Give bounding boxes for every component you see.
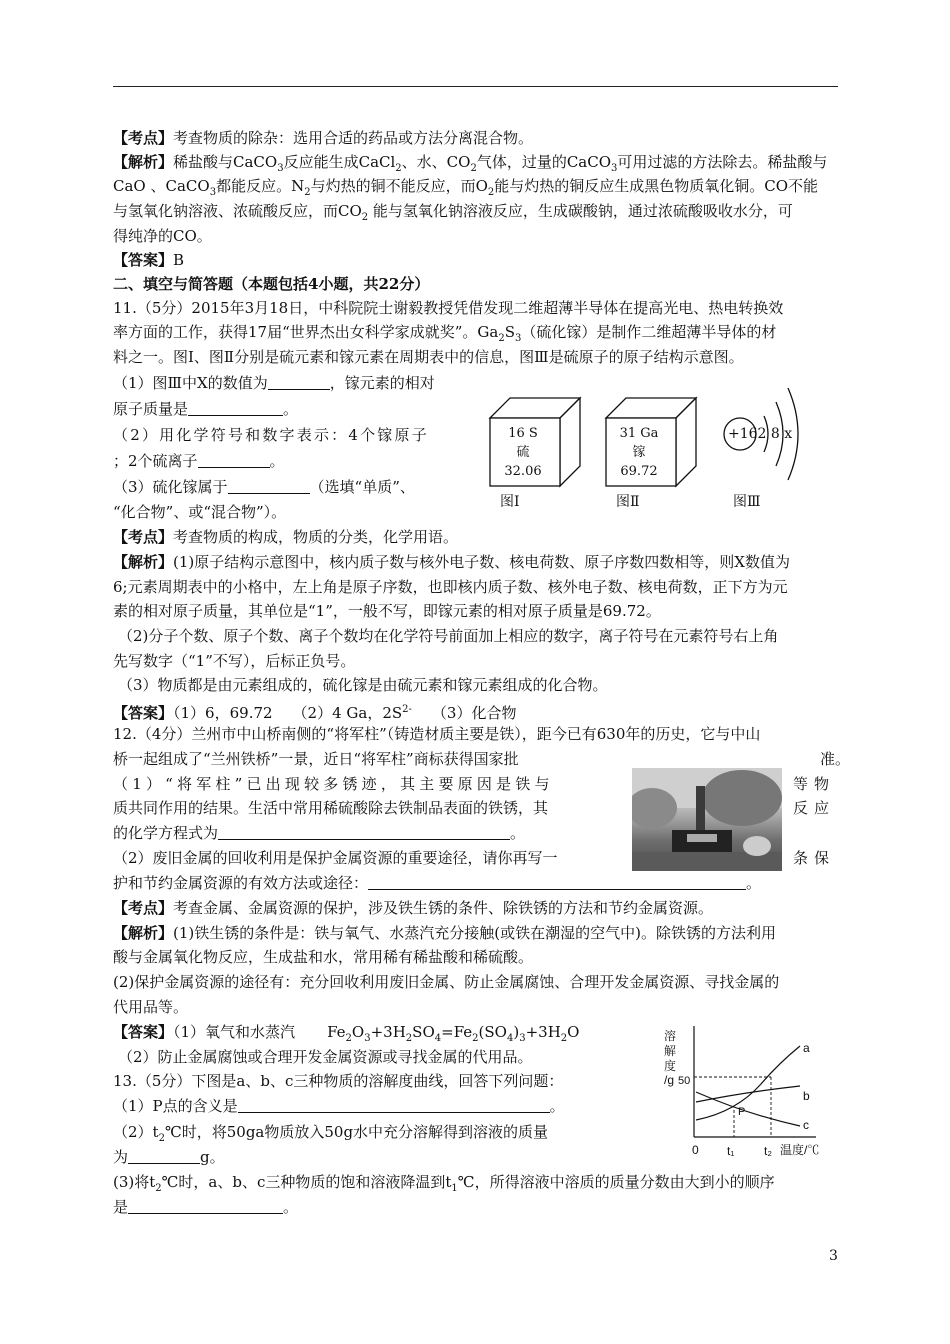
q13-part2-cont: 为 g。 (113, 1148, 225, 1166)
daan-2: 【答案】（1）6，69.72 （2）4 Ga，$2S^{2-}$ （3）化合物 (113, 704, 517, 722)
curve-c-label: c (803, 1118, 809, 1132)
q12-line6-end: 条保 (793, 849, 836, 867)
q11-part1: （1）图Ⅲ中X的数值为 ，镓元素的相对 (113, 374, 435, 392)
q13-part1: （1）P点的含义是 。 (113, 1097, 565, 1115)
q11-part2-cont: ；2个硫离子 。 (113, 452, 285, 470)
figure-2-text (608, 424, 670, 481)
jiexi-3-line1: 【解析】(1)铁生锈的条件是：铁与氧气、水蒸汽充分接触(或铁在潮湿的空气中)。除铁锈的方法利用 (113, 924, 776, 942)
kaodian-3: 【考点】考查金属、金属资源的保护，涉及铁生锈的条件、除铁锈的方法和节约金属资源。 (113, 899, 714, 917)
daan-1: 【答案】B (113, 251, 185, 269)
daan-3: 【答案】（1）氧气和水蒸汽 $Fe_2O_3+3H_2SO_4=Fe_2(SO_4)_3+3H_2O$ (113, 1023, 580, 1044)
q13-line1: 13.（5分）下图是a、b、c三种物质的溶解度曲线，回答下列问题： (113, 1072, 564, 1090)
solubility-curve-graph (656, 1022, 836, 1164)
q11-part3: （3）硫化镓属于 （选填“单质”、 (113, 478, 415, 496)
q11-part3-cont: “化合物”、或“混合物”）。 (113, 503, 287, 521)
graph-ylabel-2: 解 (664, 1044, 677, 1058)
q11-part2: （2）用化学符号和数字表示：4个镓原子 (113, 426, 429, 444)
figure-2-caption: 图Ⅱ (616, 494, 640, 510)
graph-ylabel-3: 度 (664, 1059, 677, 1073)
jiexi-3-line2: 酸与金属氧化物反应，生成盐和水，常用稀有稀盐酸和稀硫酸。 (113, 948, 534, 966)
jiexi-2-line5: 先写数字（“1”不写），后标正负号。 (113, 652, 356, 670)
page-number: 3 (829, 1248, 838, 1264)
q12-line4: 质共同作用的结果。生活中常用稀硫酸除去铁制品表面的铁锈，其 (113, 799, 549, 817)
jiexi-1-line1: 【解析】稀盐酸与CaCO$_3$反应能生成CaCl$_2$、水、$CO_2$气体，过量的CaCO$_3$可用过滤的方法除去。稀盐酸与 (113, 153, 828, 174)
q12-line5: 的化学方程式为 。 (113, 824, 526, 842)
graph-y-50: 50 (678, 1075, 691, 1087)
q12-line4-end: 反应 (793, 799, 836, 817)
q12-line7: 护和节约金属资源的有效方法或途径： 。 (113, 874, 762, 892)
general-pillar-photo (632, 768, 782, 871)
q11-line2: 率方面的工作，获得17届“世界杰出女科学家成就奖”。$Ga_2S_3$（硫化镓）是制作二维超薄半导体的材 (113, 323, 777, 344)
q12-line3: （1）“将军柱”已出现较多锈迹，其主要原因是铁与 (113, 775, 554, 793)
graph-ylabel-4: /g (664, 1073, 675, 1087)
figure-2-name: 镓 (632, 445, 646, 460)
chemical-equation: $Fe_2O_3+3H_2SO_4=Fe_2(SO_4)_3+3H_2O$ (327, 1023, 580, 1044)
q12-line1: 12.（4分）兰州市中山桥南侧的“将军柱”（铸造材质主要是铁），距今已有630年的历史，它与中山 (113, 725, 761, 743)
figure-1-caption: 图Ⅰ (500, 494, 520, 510)
jiexi-2-line2: 6;元素周期表中的小格中，左上角是原子序数，也即核内质子数、核外电子数、核电荷数，正下方为元 (113, 578, 788, 596)
jiexi-2-line4: （2)分子个数、原子个数、离子个数均在化学符号前面加上相应的数字，离子符号在元素符号右上角 (118, 627, 779, 645)
header-rule (113, 86, 838, 87)
figure-3-caption: 图Ⅲ (733, 494, 761, 510)
jiexi-2-line3: 素的相对原子质量，其单位是“1”，一般不写，即镓元素的相对原子质量是69.72。 (113, 602, 661, 620)
jiexi-3-line4: 代用品等。 (113, 998, 189, 1016)
graph-ylabel-1: 溶 (664, 1029, 677, 1043)
jiexi-2-line6: （3）物质都是由元素组成的，硫化镓是由硫元素和镓元素组成的化合物。 (118, 676, 608, 694)
q13-part3-cont: 是 。 (113, 1198, 299, 1216)
jiexi-1-line4: 得纯净的CO。 (113, 227, 212, 245)
curve-b-label: b (803, 1089, 810, 1103)
q13-part3: (3)将$t_2℃$时，a、b、c三种物质的饱和溶液降温到$t_1℃$，所得溶液中溶质的质量分数由大到小的顺序 (113, 1173, 775, 1194)
graph-origin: 0 (692, 1143, 699, 1157)
q12-line6: （2）废旧金属的回收利用是保护金属资源的重要途径，请你再写一 (113, 849, 558, 867)
q12-line2-end: 准。 (820, 750, 851, 768)
figure-3-nucleus: +16 (728, 426, 758, 442)
jiexi-1-line3: 与氢氧化钠溶液、浓硫酸反应，而$CO_2$ 能与氢氧化钠溶液反应，生成碳酸钠，通过浓硫酸吸收水分，可 (113, 202, 793, 223)
point-p-label: P (738, 1106, 746, 1118)
figure-1-number-symbol: 16 S (508, 426, 538, 441)
figure-1-mass: 32.06 (504, 464, 542, 479)
q13-part2: $(2)t_2℃$时，将50ga物质放入50g水中充分溶解得到溶液的质量 (113, 1123, 549, 1144)
jiexi-2-line1: 【解析】(1)原子结构示意图中，核内质子数与核外电子数、核电荷数、原子序数四数相等，则X数值为 (113, 553, 790, 571)
graph-t2: t₂ (764, 1144, 772, 1158)
curve-a-label: a (803, 1041, 810, 1055)
kaodian-2: 【考点】考查物质的构成，物质的分类，化学用语。 (113, 528, 459, 546)
q12-line2: 桥一起组成了“兰州铁桥”一景，近日“将军柱”商标获得国家批 (113, 750, 519, 768)
q12-line3-end: 等物 (793, 775, 836, 793)
kaodian-1: 【考点】考查物质的除杂：选用合适的药品或方法分离混合物。 (113, 129, 534, 147)
figure-2-mass: 69.72 (620, 464, 658, 479)
section-2-heading: 二、填空与简答题（本题包括4小题，共22分） (113, 275, 430, 293)
jiexi-3-line3: (2)保护金属资源的途径有：充分回收利用废旧金属、防止金属腐蚀、合理开发金属资源、寻找金属的 (113, 973, 780, 991)
daan-3-line2: （2）防止金属腐蚀或合理开发金属资源或寻找金属的代用品。 (118, 1048, 533, 1066)
jiexi-1-line2: CaO 、CaCO$_3$都能反应。$N_2$与灼热的铜不能反应，而$O_2$能与灼热的铜反应生成黑色物质氧化铜。CO不能 (113, 177, 819, 198)
figure-2-number-symbol: 31 Ga (619, 426, 659, 441)
q11-line1: 11.（5分）2015年3月18日，中科院院士谢毅教授凭借发现二维超薄半导体在提高光电、热电转换效 (113, 299, 784, 317)
figure-3-labels (728, 426, 792, 442)
graph-xlabel: 温度/℃ (780, 1143, 820, 1157)
figure-1-text (492, 424, 554, 481)
q11-part1-cont: 原子质量是 。 (113, 400, 299, 418)
figure-1-name: 硫 (516, 445, 530, 460)
figure-3-shells: 2 8 x (757, 426, 793, 442)
graph-t1: t₁ (727, 1144, 735, 1158)
q11-line3: 料之一。图Ⅰ、图Ⅱ分别是硫元素和镓元素在周期表中的信息，图Ⅲ是硫原子的原子结构示意图。 (113, 348, 744, 366)
